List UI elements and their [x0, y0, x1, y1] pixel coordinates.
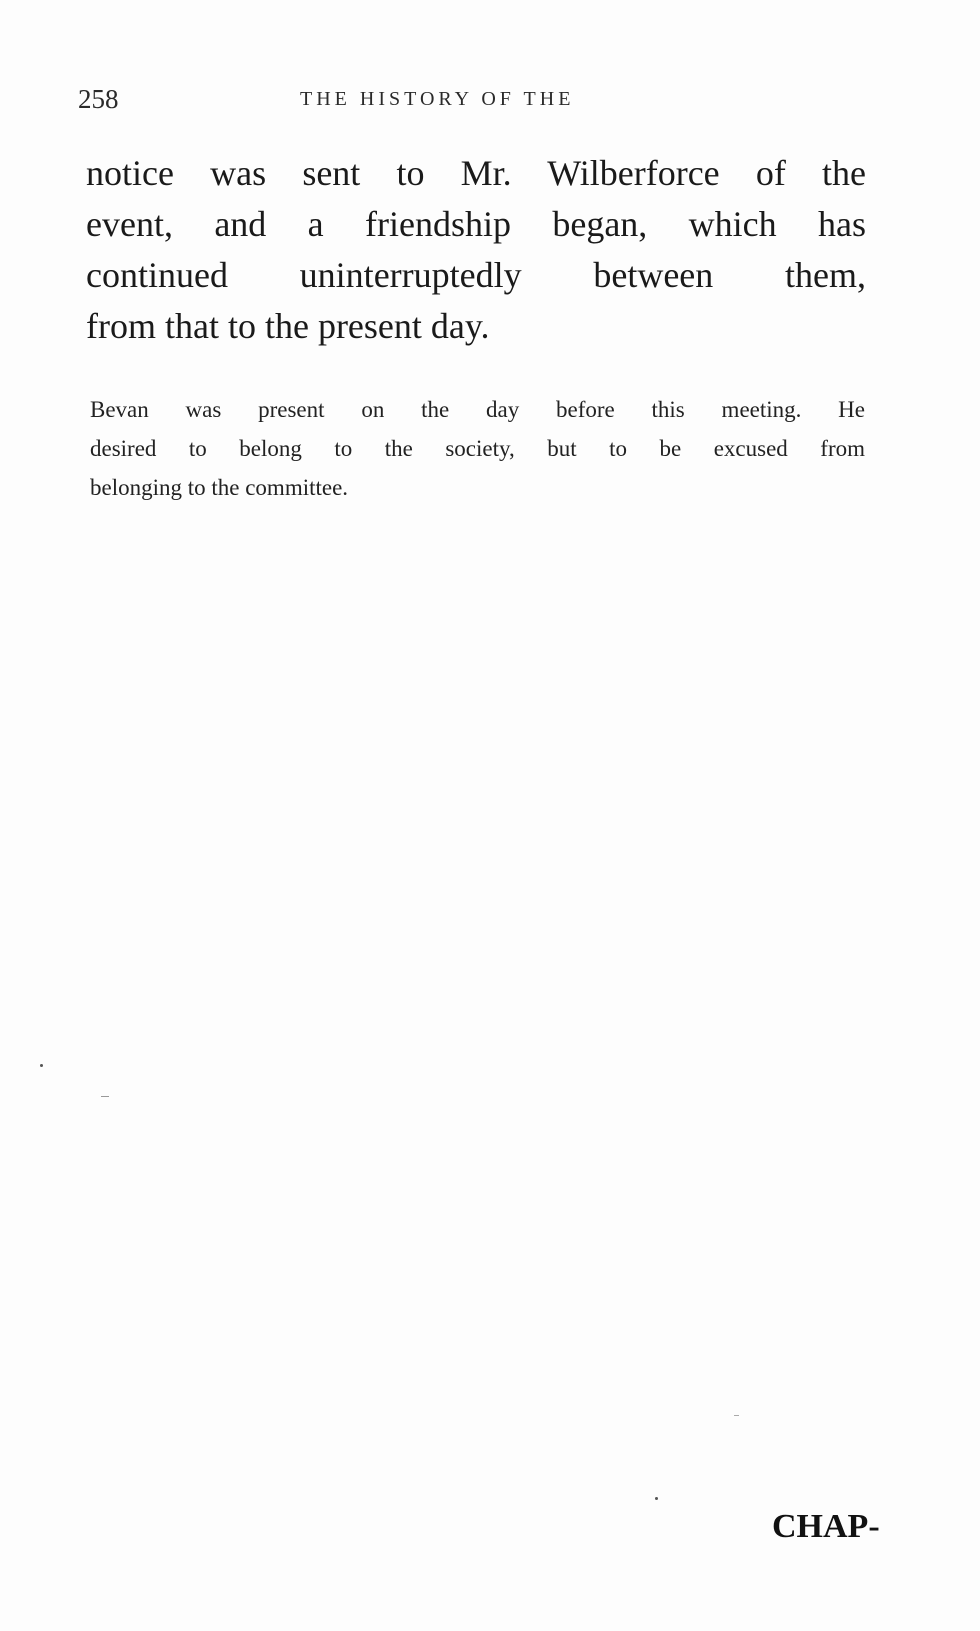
- running-head: THE HISTORY OF THE: [300, 88, 575, 110]
- footnote-line: belonging to the committee.: [90, 475, 349, 500]
- body-line: notice was sent to Mr. Wilberforce of the: [86, 153, 866, 193]
- footnote-line: Bevan was present on the day before this meeting. He: [90, 397, 865, 422]
- body-line: from that to the present day.: [86, 306, 490, 346]
- ink-speck: [40, 1064, 43, 1067]
- footnote-line: desired to belong to the society, but to be excused from: [90, 436, 865, 461]
- ink-speck: [734, 1415, 739, 1416]
- page-header: [78, 84, 858, 124]
- page-number: 258: [78, 84, 119, 114]
- body-line: event, and a friendship began, which has: [86, 204, 866, 244]
- body-line: continued uninterruptedly between them,: [86, 255, 866, 295]
- ink-speck: [655, 1497, 658, 1500]
- ink-speck: [101, 1096, 109, 1097]
- body-paragraph: [86, 148, 866, 352]
- catchword: CHAP-: [772, 1508, 880, 1545]
- footnote: [90, 390, 865, 507]
